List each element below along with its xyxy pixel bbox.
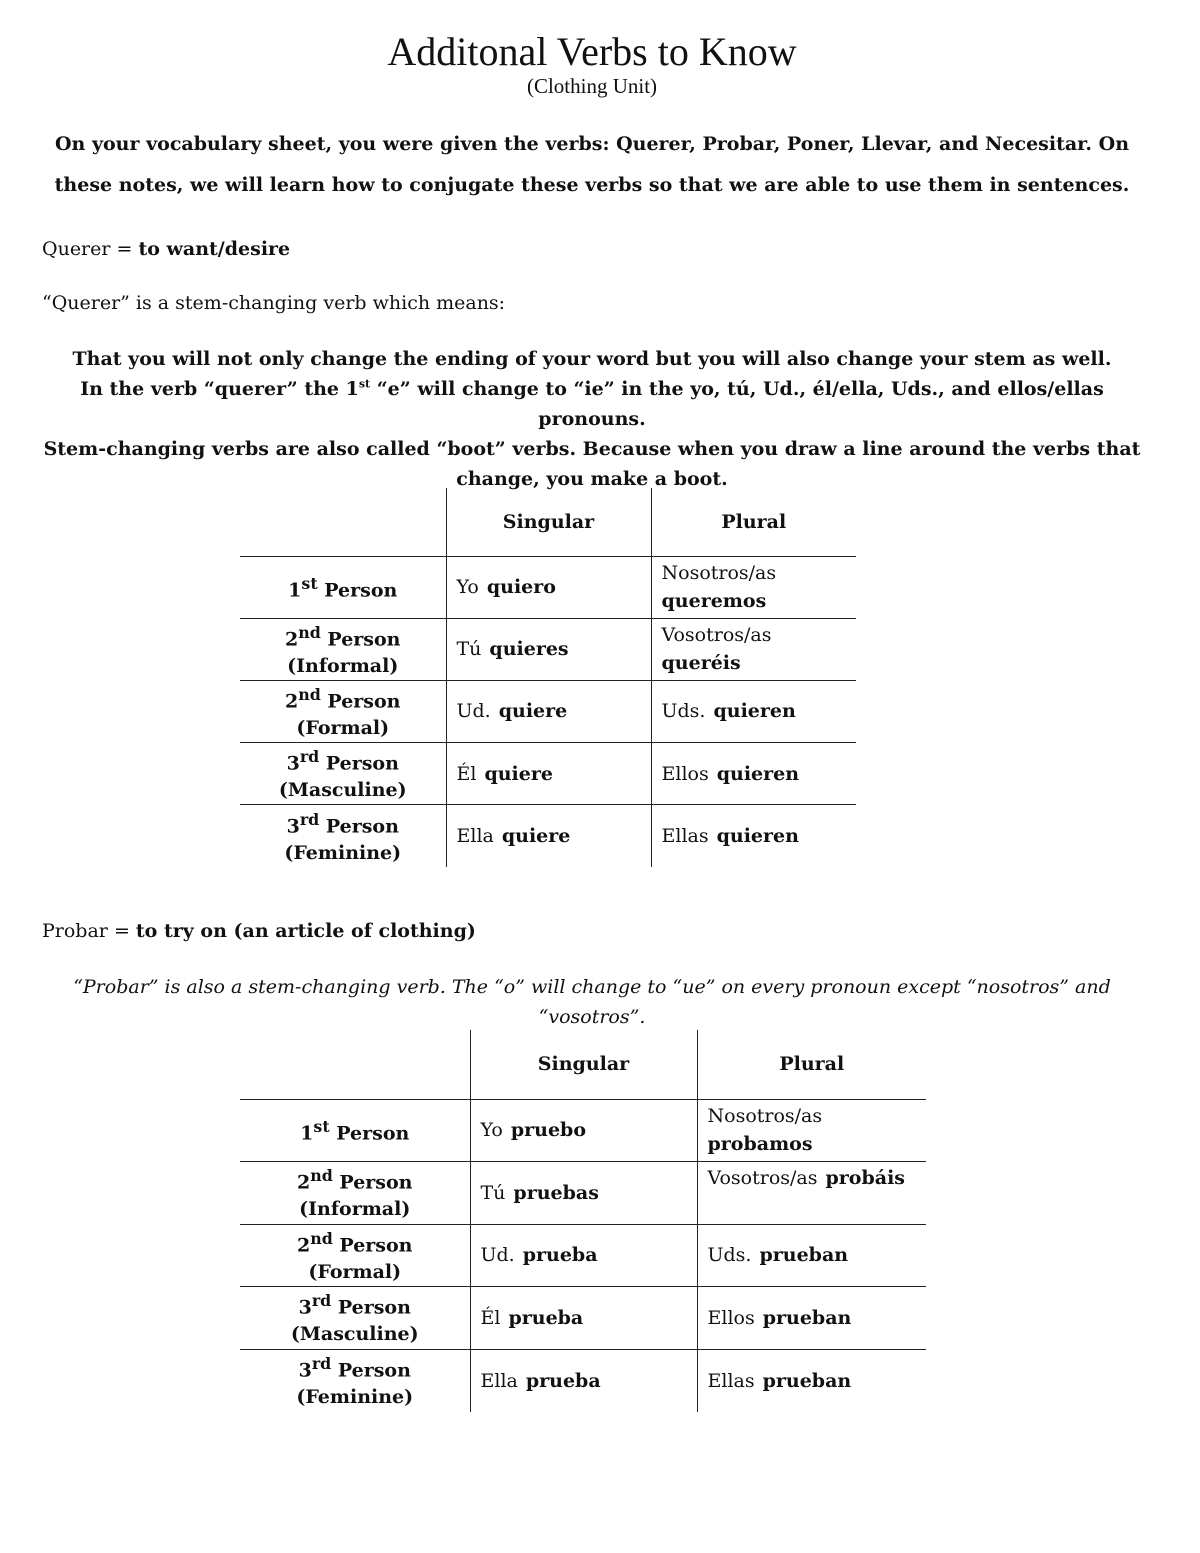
plural-cell <box>651 805 856 867</box>
singular-form: quiere <box>498 700 568 723</box>
table-row <box>240 680 856 742</box>
singular-cell <box>470 1349 697 1412</box>
person-cell <box>240 556 446 618</box>
singular-form: pruebas <box>513 1181 599 1204</box>
plural-pronoun: Nosotros/as <box>707 1105 823 1128</box>
person-word: Person <box>332 1233 413 1256</box>
plural-pronoun: Ellas <box>661 825 709 848</box>
person-word: Person <box>329 1122 410 1145</box>
header-blank-cell <box>240 488 446 556</box>
table-row <box>240 743 856 805</box>
plural-cell <box>651 556 856 618</box>
singular-pronoun: Ud. <box>480 1244 515 1267</box>
singular-form: quieres <box>489 638 569 661</box>
explain-line-2-a: In the verb “querer” the 1 <box>80 378 359 400</box>
person-qualifier: (Masculine) <box>290 1323 419 1346</box>
person-label <box>240 681 446 715</box>
probar-note: “Probar” is also a stem-changing verb. The “o” will change to “ue” on every pronoun except “nosotros” and “vosotros”. <box>73 976 1111 1028</box>
person-ordinal: st <box>301 573 318 593</box>
person-cell <box>240 1349 470 1412</box>
singular-form: quiero <box>486 576 556 598</box>
person-qualifier: (Informal) <box>287 654 399 677</box>
plural-cell <box>651 618 856 680</box>
table-header-row <box>240 488 856 556</box>
singular-cell <box>446 618 651 680</box>
singular-cell <box>446 680 651 742</box>
plural-cell <box>697 1287 926 1350</box>
plural-cell <box>697 1349 926 1412</box>
plural-pronoun: Vosotros/as <box>661 624 772 647</box>
querer-meaning: to want/desire <box>138 238 291 260</box>
person-qualifier: (Formal) <box>308 1260 402 1283</box>
person-word: Person <box>317 579 398 602</box>
table-header-row <box>240 1030 926 1099</box>
plural-pronoun: Ellos <box>661 762 709 785</box>
person-word: Person <box>319 814 399 837</box>
person-word: Person <box>331 1359 411 1382</box>
plural-form: quieren <box>713 700 796 723</box>
table-row <box>240 1224 926 1287</box>
header-plural: Plural <box>651 488 856 556</box>
querer-verb: Querer <box>42 238 111 260</box>
querer-explanation <box>40 344 1144 494</box>
plural-cell <box>697 1099 926 1162</box>
person-label <box>240 619 446 653</box>
person-word: Person <box>331 1296 411 1319</box>
singular-cell <box>470 1224 697 1287</box>
plural-form: queremos <box>661 590 767 612</box>
plural-pronoun: Uds. <box>707 1244 752 1267</box>
probar-equals: = <box>113 920 130 942</box>
plural-cell <box>697 1224 926 1287</box>
person-number: 2 <box>285 690 299 713</box>
person-word: Person <box>320 627 401 650</box>
singular-cell <box>470 1099 697 1162</box>
plural-form: queréis <box>661 652 741 675</box>
person-qualifier: (Formal) <box>296 717 390 740</box>
plural-form: quieren <box>716 825 799 848</box>
singular-pronoun: Él <box>456 762 477 785</box>
plural-pronoun: Vosotros/as <box>707 1167 818 1189</box>
singular-pronoun: Tú <box>480 1181 506 1204</box>
singular-pronoun: Ella <box>456 825 494 848</box>
person-label <box>240 1162 470 1196</box>
explain-line-2-b: “e” will change to “ie” in the yo, tú, Ud., él/ella, Uds., and ellos/ellas pronouns. <box>370 378 1104 430</box>
table-row <box>240 1287 926 1350</box>
person-ordinal: rd <box>299 809 320 829</box>
plural-form: prueban <box>762 1369 852 1392</box>
person-label <box>240 1225 470 1259</box>
table-row <box>240 1099 926 1162</box>
plural-form: probáis <box>825 1167 905 1189</box>
plural-pronoun: Ellos <box>707 1306 755 1329</box>
singular-cell <box>470 1287 697 1350</box>
person-number: 1 <box>288 579 302 602</box>
probar-meaning: to try on (an article of clothing) <box>135 920 476 942</box>
table-row <box>240 618 856 680</box>
singular-form: quiere <box>501 825 571 848</box>
probar-conjugation-table <box>240 1030 926 1412</box>
plural-cell <box>651 680 856 742</box>
singular-pronoun: Yo <box>480 1119 503 1142</box>
person-cell <box>240 805 446 867</box>
table-row <box>240 805 856 867</box>
table-row <box>240 556 856 618</box>
person-label <box>240 743 446 777</box>
header-singular: Singular <box>446 488 651 556</box>
person-ordinal: st <box>313 1117 330 1137</box>
person-qualifier: (Informal) <box>299 1198 411 1221</box>
person-number: 3 <box>298 1359 312 1382</box>
person-word: Person <box>320 690 401 713</box>
plural-cell <box>651 743 856 805</box>
singular-form: quiere <box>484 762 553 785</box>
person-ordinal: nd <box>310 1228 333 1248</box>
singular-form: prueba <box>522 1244 598 1267</box>
plural-form: probamos <box>707 1133 813 1156</box>
singular-form: prueba <box>525 1369 601 1392</box>
page-subtitle: (Clothing Unit) <box>526 74 658 98</box>
person-cell <box>240 1224 470 1287</box>
querer-conjugation-table <box>240 488 856 867</box>
page-title: Additonal Verbs to Know <box>387 29 797 74</box>
singular-form: pruebo <box>510 1119 586 1142</box>
singular-pronoun: Ud. <box>456 700 491 723</box>
person-cell <box>240 1162 470 1225</box>
singular-cell <box>470 1162 697 1225</box>
person-label <box>240 570 446 604</box>
explain-line-2 <box>40 374 1144 434</box>
person-number: 3 <box>286 814 300 837</box>
person-cell <box>240 680 446 742</box>
person-number: 2 <box>297 1233 311 1256</box>
explain-line-2-sup: st <box>358 377 371 391</box>
person-ordinal: rd <box>311 1291 332 1311</box>
plural-form: prueban <box>759 1244 849 1267</box>
probar-heading <box>42 920 476 942</box>
person-number: 3 <box>298 1296 312 1319</box>
person-ordinal: rd <box>299 747 320 767</box>
person-ordinal: nd <box>310 1166 333 1186</box>
intro-paragraph: On your vocabulary sheet, you were given the verbs: Querer, Probar, Poner, Llevar, and Necesitar. On these notes, we will learn how to conjugate these verbs so that we are able to use them in sentences. <box>54 133 1130 196</box>
person-ordinal: nd <box>298 622 321 642</box>
header-plural: Plural <box>697 1030 926 1099</box>
singular-cell <box>446 805 651 867</box>
person-label <box>240 1113 470 1147</box>
person-ordinal: rd <box>311 1353 332 1373</box>
person-label <box>240 806 446 840</box>
person-ordinal: nd <box>298 684 321 704</box>
table-row <box>240 1349 926 1412</box>
singular-cell <box>446 743 651 805</box>
person-number: 1 <box>300 1122 314 1145</box>
plural-form: quieren <box>716 762 800 785</box>
singular-pronoun: Tú <box>456 638 482 661</box>
plural-pronoun: Ellas <box>707 1369 755 1392</box>
person-label <box>240 1287 470 1321</box>
person-number: 2 <box>285 627 299 650</box>
person-cell <box>240 1099 470 1162</box>
singular-pronoun: Él <box>480 1306 501 1329</box>
person-word: Person <box>332 1171 413 1194</box>
plural-pronoun: Uds. <box>661 700 706 723</box>
person-qualifier: (Masculine) <box>278 779 407 802</box>
person-cell <box>240 743 446 805</box>
person-word: Person <box>319 752 399 775</box>
singular-pronoun: Yo <box>456 576 479 598</box>
header-blank-cell <box>240 1030 470 1099</box>
person-cell <box>240 1287 470 1350</box>
probar-verb: Probar <box>42 920 108 942</box>
singular-form: prueba <box>508 1306 584 1329</box>
person-qualifier: (Feminine) <box>284 841 402 864</box>
plural-cell <box>697 1162 926 1225</box>
person-cell <box>240 618 446 680</box>
explain-line-3: Stem-changing verbs are also called “boot” verbs. Because when you draw a line around the verbs that change, you make a boot. <box>43 438 1141 490</box>
person-number: 2 <box>297 1171 311 1194</box>
singular-pronoun: Ella <box>480 1369 518 1392</box>
querer-note: “Querer” is a stem-changing verb which means: <box>42 292 506 314</box>
table-row <box>240 1162 926 1225</box>
person-qualifier: (Feminine) <box>296 1386 414 1409</box>
plural-form: prueban <box>762 1306 852 1329</box>
querer-heading <box>42 238 290 260</box>
explain-line-1: That you will not only change the ending of your word but you will also change your stem as well. <box>72 348 1112 370</box>
person-number: 3 <box>286 752 300 775</box>
singular-cell <box>446 556 651 618</box>
header-singular: Singular <box>470 1030 697 1099</box>
plural-pronoun: Nosotros/as <box>661 562 777 584</box>
person-label <box>240 1350 470 1384</box>
querer-equals: = <box>116 238 133 260</box>
